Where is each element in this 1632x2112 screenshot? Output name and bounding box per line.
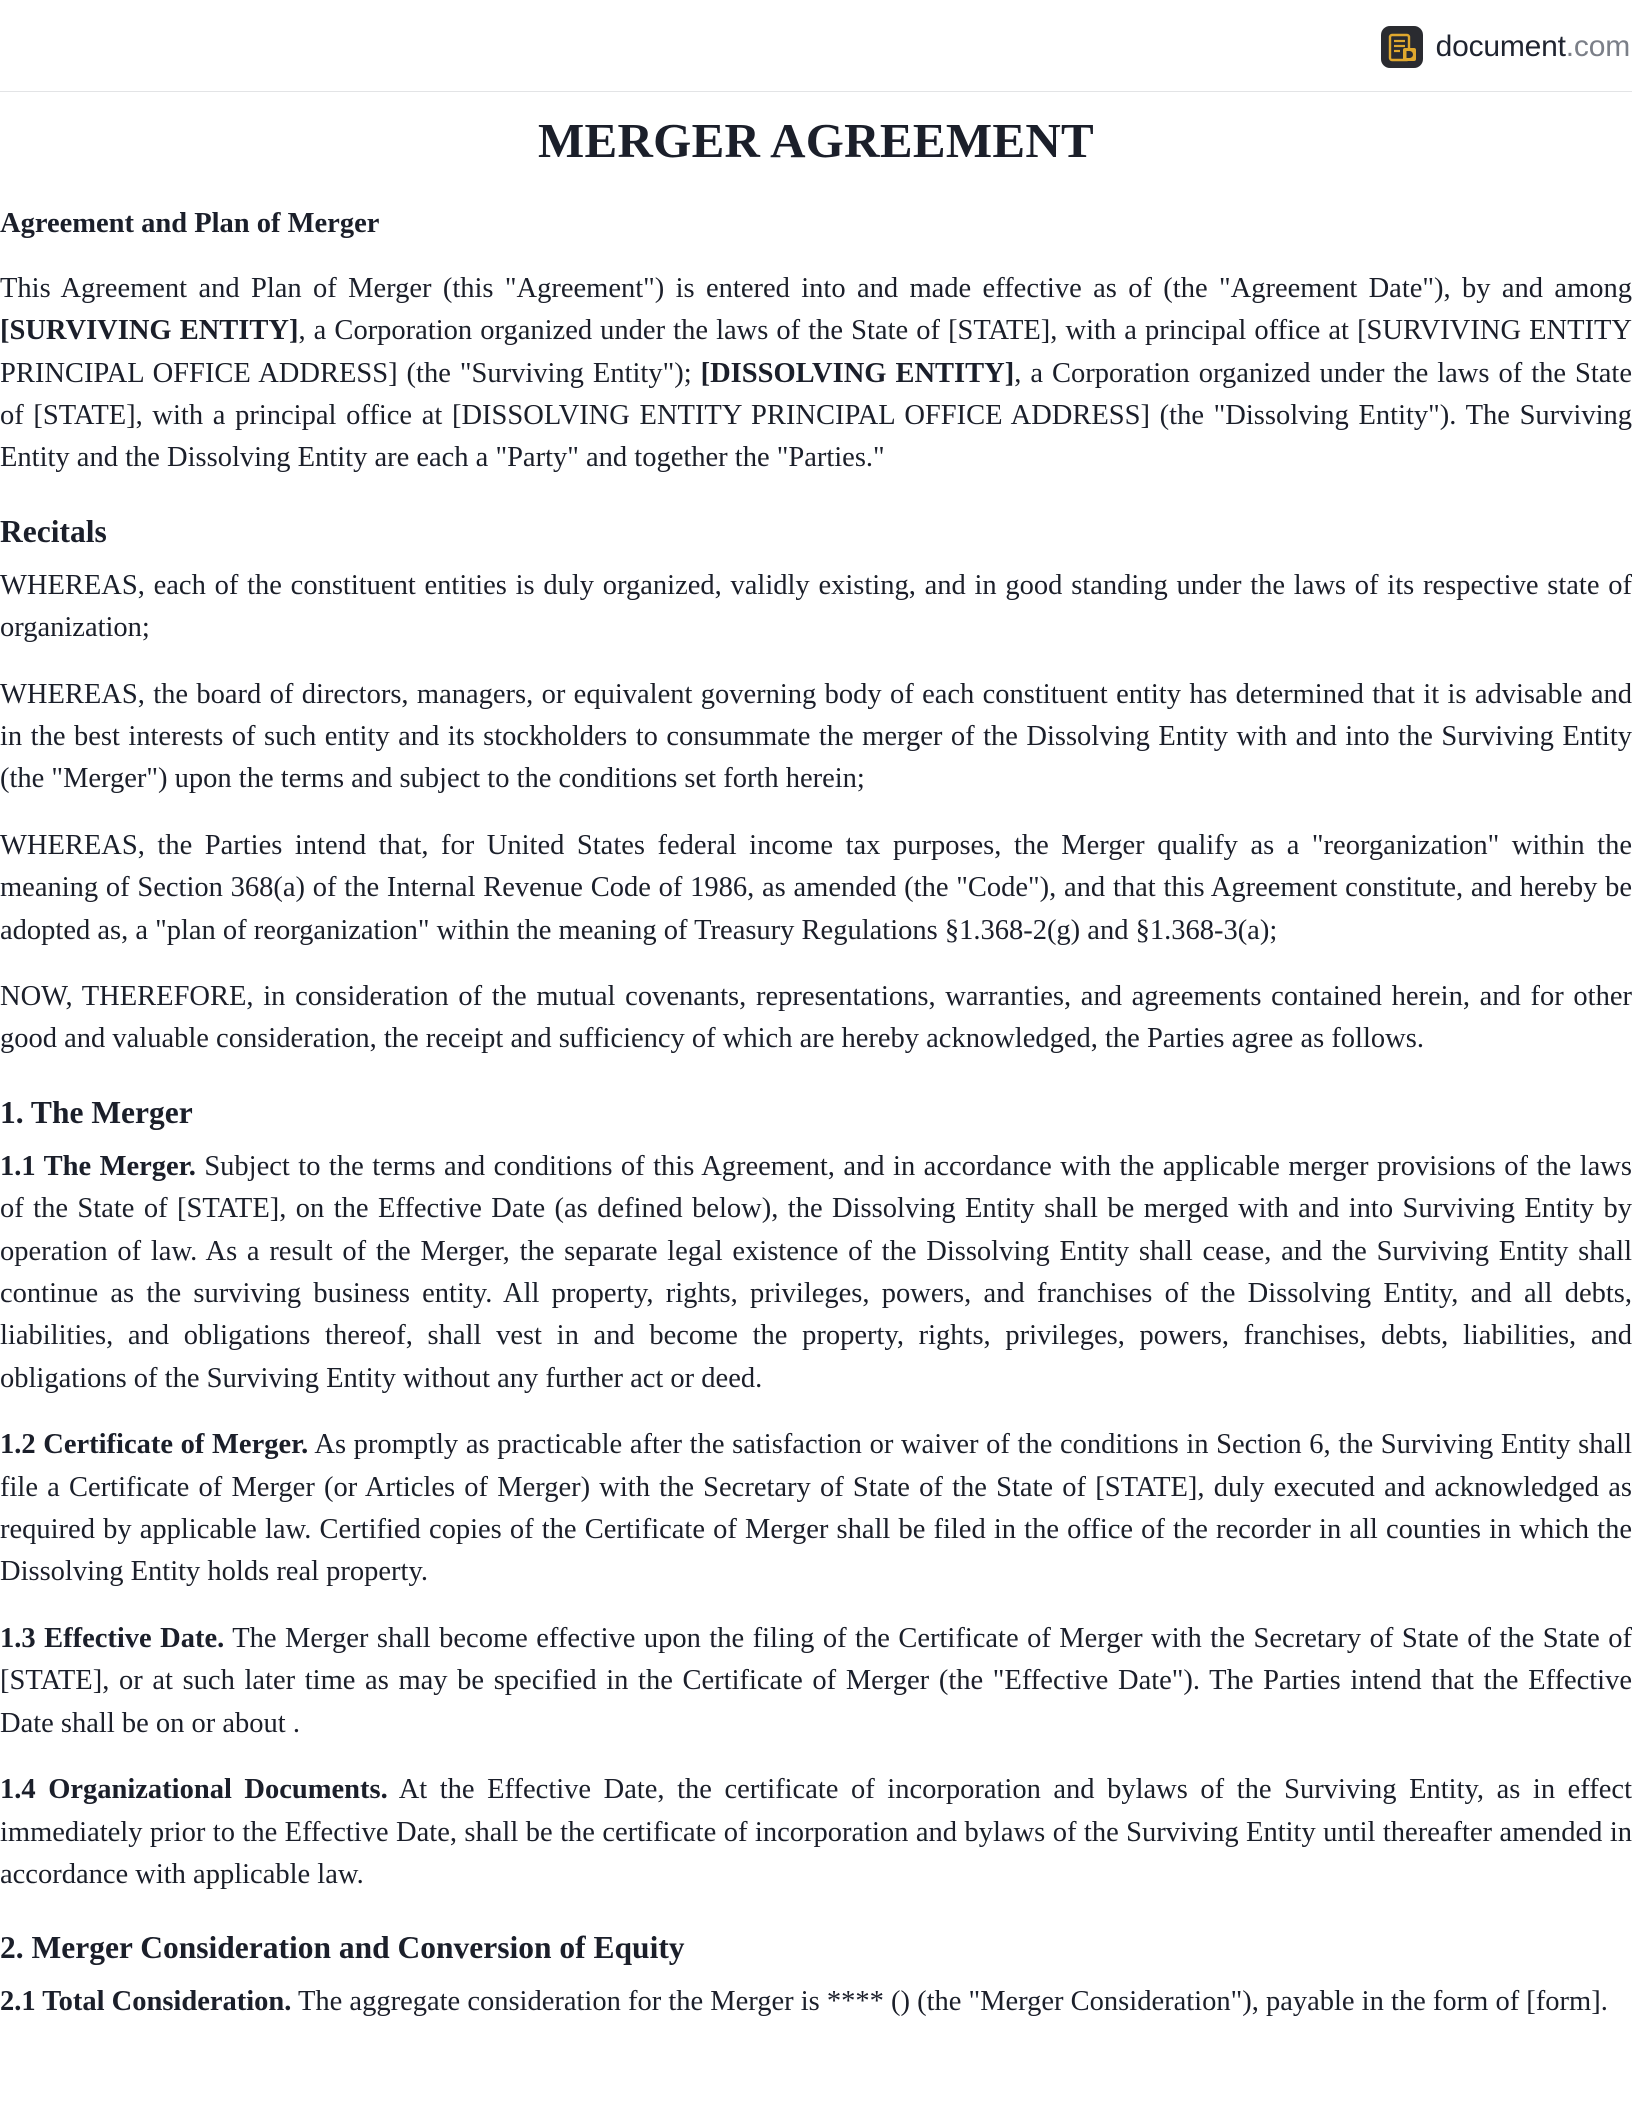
document-title: MERGER AGREEMENT: [537, 113, 1095, 168]
document-logo-icon: [1381, 26, 1423, 68]
brand-name-main: document: [1435, 30, 1566, 63]
brand-name: [1436, 30, 1630, 64]
clause-paragraph: [0, 1146, 1632, 1400]
intro-text-3: , a Corporation organized under the laws of the State of [STATE], with a principal office at [DISSOLVING ENTITY PRINCIPAL OFFICE ADDRESS] (the "Dissolving Entity"). The Surviving Entity and the Dissolving Entity are each a "Party" and together the "Parties.": [0, 357, 1632, 474]
dissolving-entity-name: [DISSOLVING ENTITY]: [700, 357, 1015, 389]
clause-text: The aggregate consideration for the Merger is **** () (the "Merger Consideration"), payable in the form of [form].: [291, 1986, 1608, 2018]
clause-paragraph: [0, 1769, 1632, 1896]
clause-text: As promptly as practicable after the satisfaction or waiver of the conditions in Section 6, the Surviving Entity shall file a Certificate of Merger (or Articles of Merger) with the Secretary of State of the State of [STATE], duly executed and acknowledged as required by applicable law. Certified copies of the Certificate of Merger shall be filed in the office of the recorder in all counties in which the Dissolving Entity holds real property.: [0, 1429, 1632, 1588]
clause-text: The Merger shall become effective upon the filing of the Certificate of Merger with the Secretary of State of the State of [STATE], or at such later time as may be specified in the Certificate of Merger (the "Effective Date"). The Parties intend that the Effective Date shall be on or about .: [0, 1622, 1632, 1739]
clause-text: Subject to the terms and conditions of this Agreement, and in accordance with the applicable merger provisions of the laws of the State of [STATE], on the Effective Date (as defined below), the Dissolving Entity shall be merged with and into Surviving Entity by operation of law. As a result of the Merger, the separate legal existence of the Dissolving Entity shall cease, and the Surviving Entity shall continue as the surviving business entity. All property, rights, privileges, powers, and franchises of the Dissolving Entity, and all debts, liabilities, and obligations thereof, shall vest in and become the property, rights, privileges, powers, franchises, debts, liabilities, and obligations of the Surviving Entity without any further act or deed.: [0, 1150, 1632, 1394]
clause-label: 2.1 Total Consideration.: [0, 1986, 292, 2018]
recital-paragraph: NOW, THEREFORE, in consideration of the mutual covenants, representations, warranties, and agreements contained herein, and for other good and valuable consideration, the receipt and sufficiency of which are hereby acknowledged, the Parties agree as follows.: [0, 981, 1632, 1055]
recitals-heading: Recitals: [0, 513, 107, 549]
brand-logo-link[interactable]: [1381, 25, 1630, 69]
section-heading: 2. Merger Consideration and Conversion of Equity: [0, 1930, 685, 1966]
clause-label: 1.1 The Merger.: [0, 1150, 196, 1182]
document-body: [0, 92, 1632, 2024]
clause-text: At the Effective Date, the certificate of incorporation and bylaws of the Surviving Entity, as in effect immediately prior to the Effective Date, shall be the certificate of incorporation and bylaws of the Surviving Entity until thereafter amended in accordance with applicable law.: [0, 1774, 1632, 1890]
document-subtitle: Agreement and Plan of Merger: [0, 207, 380, 239]
section-heading: 1. The Merger: [0, 1094, 193, 1130]
intro-text-1: This Agreement and Plan of Merger (this "Agreement") is entered into and made effective as of (the "Agreement Date"), by and among: [0, 272, 1632, 304]
clause-paragraph: [0, 1618, 1632, 1745]
brand-name-tld: .com: [1565, 30, 1630, 63]
clause-paragraph: [0, 1981, 1632, 2023]
recital-paragraph: WHEREAS, each of the constituent entities is duly organized, validly existing, and in good standing under the laws of its respective state of organization;: [0, 569, 1632, 644]
recital-paragraph: WHEREAS, the Parties intend that, for United States federal income tax purposes, the Merger qualify as a "reorganization" within the meaning of Section 368(a) of the Internal Revenue Code of 1986, as amended (the "Code"), and that this Agreement constitute, and hereby be adopted as, a "plan of reorganization" within the meaning of Treasury Regulations §1.368-2(g) and §1.368-3(a);: [0, 829, 1632, 946]
intro-text-2: , a Corporation organized under the laws of the State of [STATE], with a principal office at [SURVIVING ENTITY PRINCIPAL OFFICE ADDRESS] (the "Surviving Entity");: [0, 315, 1632, 389]
surviving-entity-name: [SURVIVING ENTITY]: [0, 315, 299, 347]
recital-paragraph: WHEREAS, the board of directors, managers, or equivalent governing body of each constituent entity has determined that it is advisable and in the best interests of such entity and its stockholders to consummate the merger of the Dissolving Entity with and into the Surviving Entity (the "Merger") upon the terms and subject to the conditions set forth herein;: [0, 678, 1632, 795]
top-bar: [0, 0, 1632, 92]
clause-label: 1.4 Organizational Documents.: [0, 1774, 388, 1806]
clause-label: 1.2 Certificate of Merger.: [0, 1429, 309, 1461]
intro-paragraph: [0, 268, 1632, 480]
clause-label: 1.3 Effective Date.: [0, 1622, 225, 1654]
clause-paragraph: [0, 1424, 1632, 1594]
